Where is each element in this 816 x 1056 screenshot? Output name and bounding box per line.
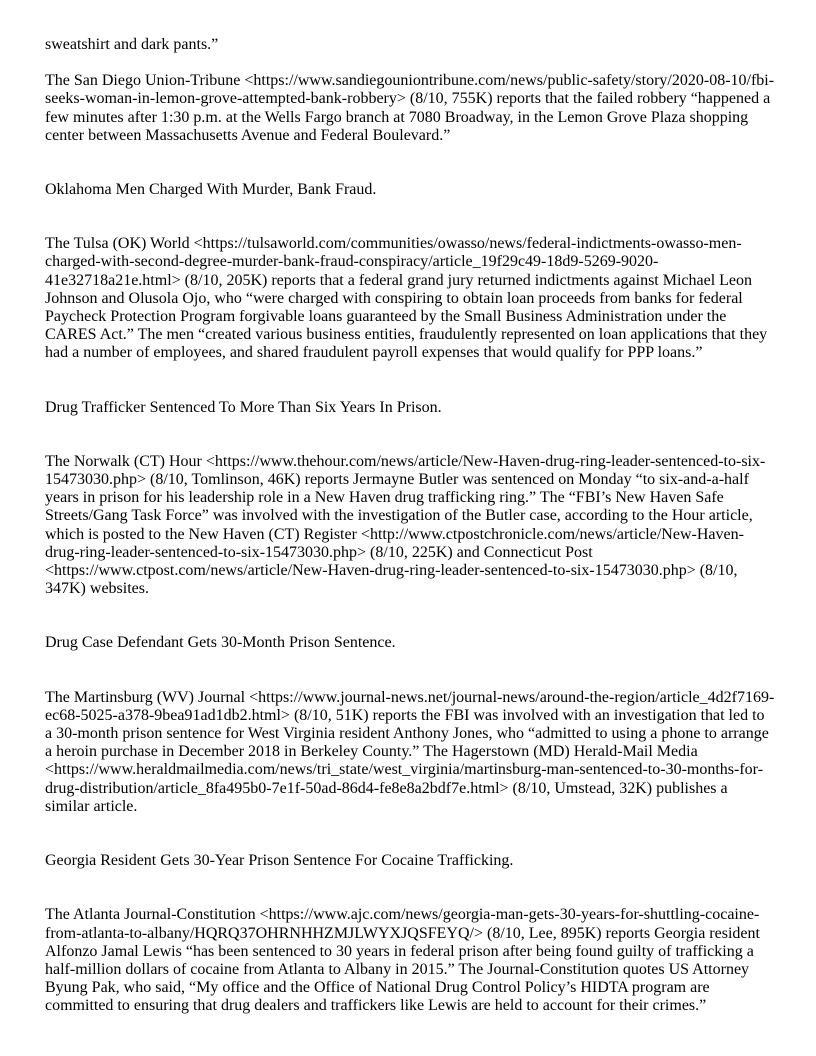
document-page	[45, 36, 775, 1016]
paragraph-continuation: sweatshirt and dark pants.”	[45, 36, 219, 53]
paragraph-norwalk-hour: The Norwalk (CT) Hour <https://www.thehour.com/news/article/New-Haven-drug-ring-leader-sentenced-to-six-15473030.php> (8/10, Tomlinson, 46K) reports Jermayne Butler was sentenced on Monday “to six-and-a-half years in prison for his leadership role in a New Haven drug trafficking ring.” The “FBI’s New Haven Safe Streets/Gang Task Force” was involved with the investigation of the Butler case, according to the Hour article, which is posted to the New Haven (CT) Register <http://www.ctpostchronicle.com/news/article/New-Haven-drug-ring-leader-sentenced-to-six-15473030.php> (8/10, 225K) and Connecticut Post <https://www.ctpost.com/news/article/New-Haven-drug-ring-leader-sentenced-to-six-15473030.php> (8/10, 347K) websites.	[45, 452, 766, 598]
headline-georgia-resident-sentence: Georgia Resident Gets 30-Year Prison Sentence For Cocaine Trafficking.	[45, 852, 514, 870]
headline-drug-case-defendant: Drug Case Defendant Gets 30-Month Prison Sentence.	[45, 634, 396, 652]
paragraph-martinsburg-journal: The Martinsburg (WV) Journal <https://www.journal-news.net/journal-news/around-the-region/article_4d2f7169-ec68-5025-a378-9bea91ad1db2.html> (8/10, 51K) reports the FBI was involved with an investigation that led to a 30-month prison sentence for West Virginia resident Anthony Jones, who “admitted to using a phone to arrange a heroin purchase in December 2018 in Berkeley County.” The Hagerstown (MD) Herald-Mail Media <https://www.heraldmailmedia.com/news/tri_state/west_virginia/martinsburg-man-sentenced-to-30-months-for-drug-distribution/article_8fa495b0-7e1f-50ad-86d4-fe8e8a2bdf7e.html> (8/10, Umstead, 32K) publishes a similar article.	[45, 688, 775, 815]
headline-oklahoma-men-charged: Oklahoma Men Charged With Murder, Bank Fraud.	[45, 181, 377, 199]
headline-drug-trafficker-sentenced: Drug Trafficker Sentenced To More Than Six Years In Prison.	[45, 398, 442, 416]
paragraph-atlanta-journal-constitution: The Atlanta Journal-Constitution <https://www.ajc.com/news/georgia-man-gets-30-years-for-shuttling-cocaine-from-atlanta-to-albany/HQRQ37OHRNHHZMJLWYXJQSFEYQ/> (8/10, Lee, 895K) reports Georgia resident Alfonzo Jamal Lewis “has been sentenced to 30 years in federal prison after being found guilty of trafficking a half-million dollars of cocaine from Atlanta to Albany in 2015.” The Journal-Constitution quotes US Attorney Byung Pak, who said, “My office and the Office of National Drug Control Policy’s HIDTA program are committed to ensuring that drug dealers and traffickers like Lewis are held to account for their crimes.”	[45, 906, 760, 1015]
paragraph-tulsa-world: The Tulsa (OK) World <https://tulsaworld.com/communities/owasso/news/federal-indictments-owasso-men-charged-with-second-degree-murder-bank-fraud-conspiracy/article_19f29c49-18d9-5269-9020-41e32718a21e.html> (8/10, 205K) reports that a federal grand jury returned indictments against Michael Leon Johnson and Olusola Ojo, who “were charged with conspiring to obtain loan proceeds from banks for federal Paycheck Protection Program forgivable loans guaranteed by the Small Business Administration under the CARES Act.” The men “created various business entities, fraudulently represented on loan applications that they had a number of employees, and shared fraudulent payroll expenses that would qualify for PPP loans.”	[45, 235, 768, 362]
paragraph-san-diego-union-tribune: The San Diego Union-Tribune <https://www.sandiegouniontribune.com/news/public-safety/story/2020-08-10/fbi-seeks-woman-in-lemon-grove-attempted-bank-robbery> (8/10, 755K) reports that the failed robbery “happened a few minutes after 1:30 p.m. at the Wells Fargo branch at 7080 Broadway, in the Lemon Grove Plaza shopping center between Massachusetts Avenue and Federal Boulevard.”	[45, 72, 775, 144]
